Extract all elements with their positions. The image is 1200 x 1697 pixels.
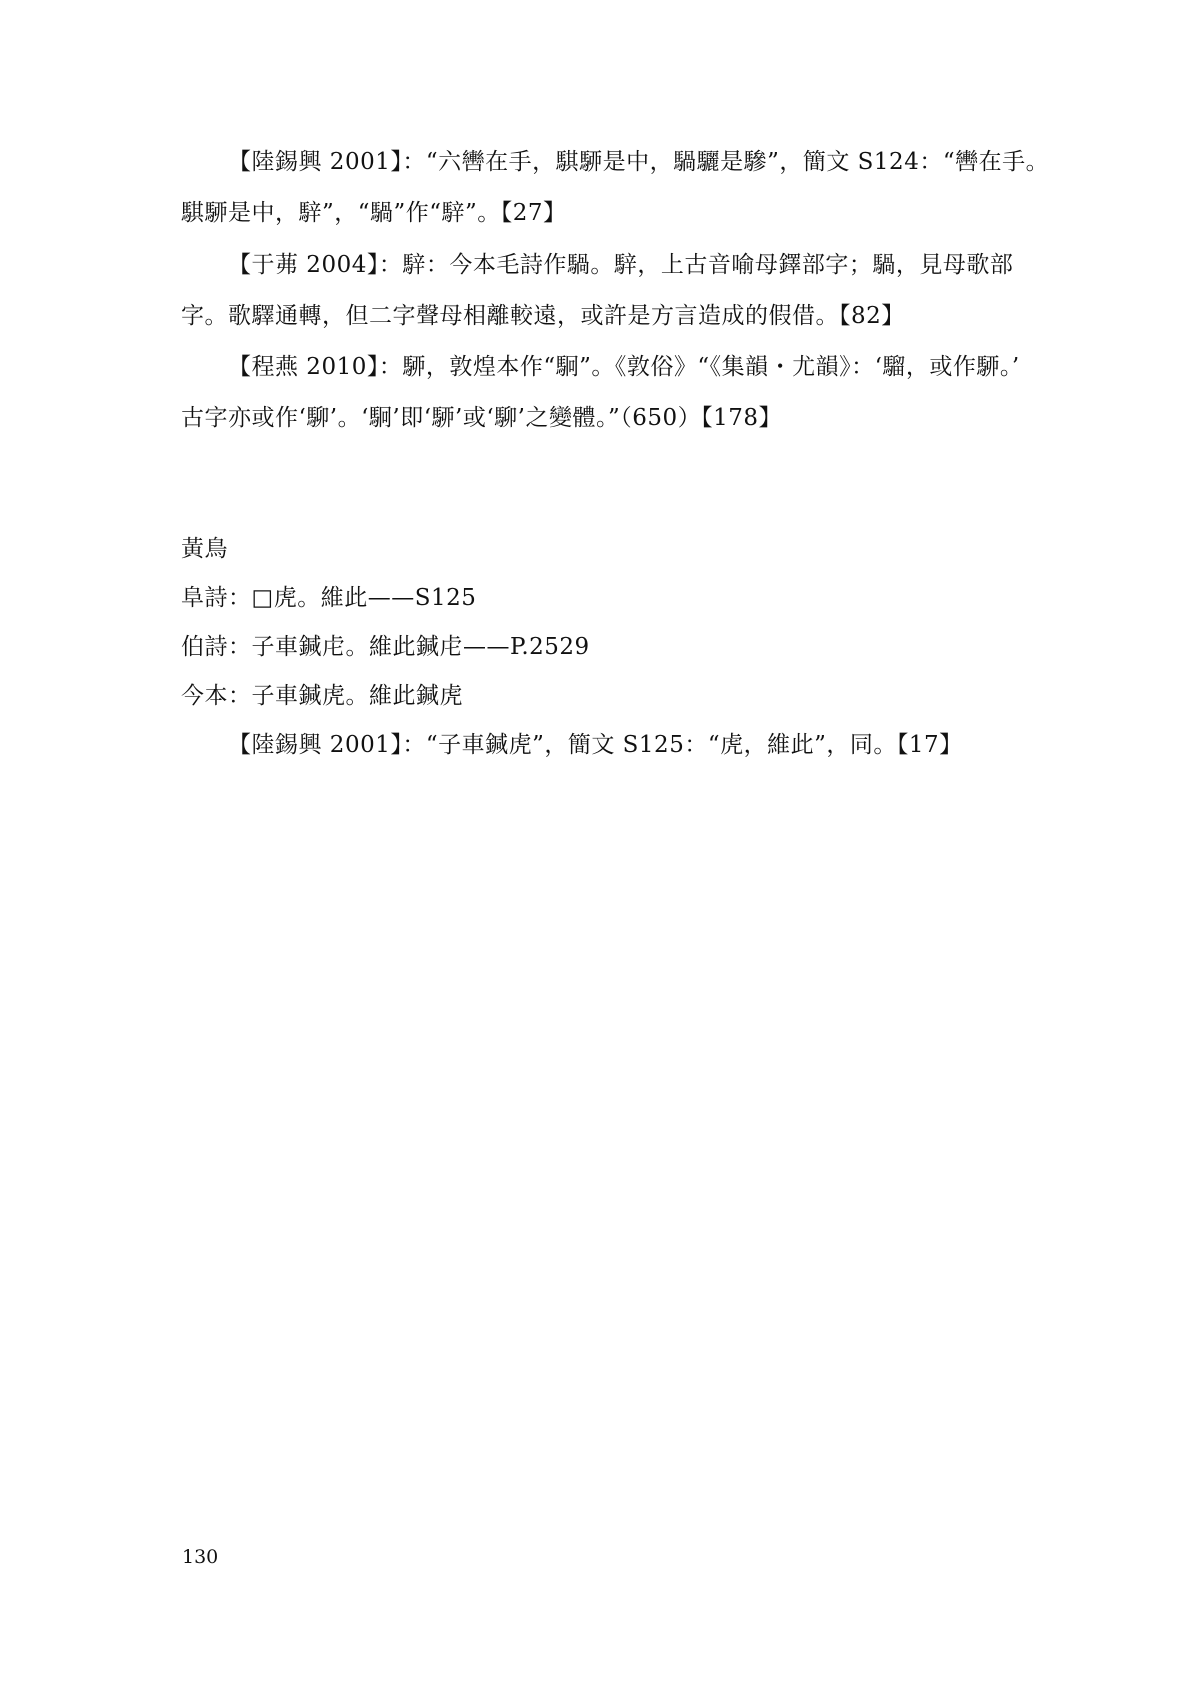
jin-ben-line: 今本：子車鍼虎。維此鍼虎: [181, 683, 463, 709]
commentary-line: 騏駵是中，騂”，“騧”作“騂”。【27】: [181, 200, 567, 226]
commentary-line: 【程燕 2010】：駵，敦煌本作“駉”。《敦俗》“《集韻・尤韻》：‘騮，或作駵。’: [228, 354, 1020, 380]
commentary-line: 【于茀 2004】：騂：今本毛詩作騧。騂，上古音喻母鐸部字；騧，見母歌部: [228, 252, 1014, 278]
commentary-line: 字。歌驛通轉，但二字聲母相離較遠，或許是方言造成的假借。【82】: [181, 303, 905, 329]
commentary-line: 古字亦或作‘駠’。‘駉’即‘駵’或‘駠’之變體。”（650）【178】: [181, 405, 783, 431]
section-title: 黃鳥: [181, 536, 228, 562]
commentary-line: 【陸錫興 2001】：“子車鍼虎”，簡文 S125：“虎，維此”，同。【17】: [228, 732, 963, 758]
page-number: 130: [182, 1546, 219, 1568]
commentary-line: 【陸錫興 2001】：“六轡在手，騏駵是中，騧驪是驂”，簡文 S124：“轡在手。: [228, 149, 1050, 175]
fu-shi-line: 阜詩：□虎。維此——S125: [181, 585, 477, 611]
bo-shi-line: 伯詩：子車鍼虍。維此鍼虍——P.2529: [181, 634, 590, 660]
